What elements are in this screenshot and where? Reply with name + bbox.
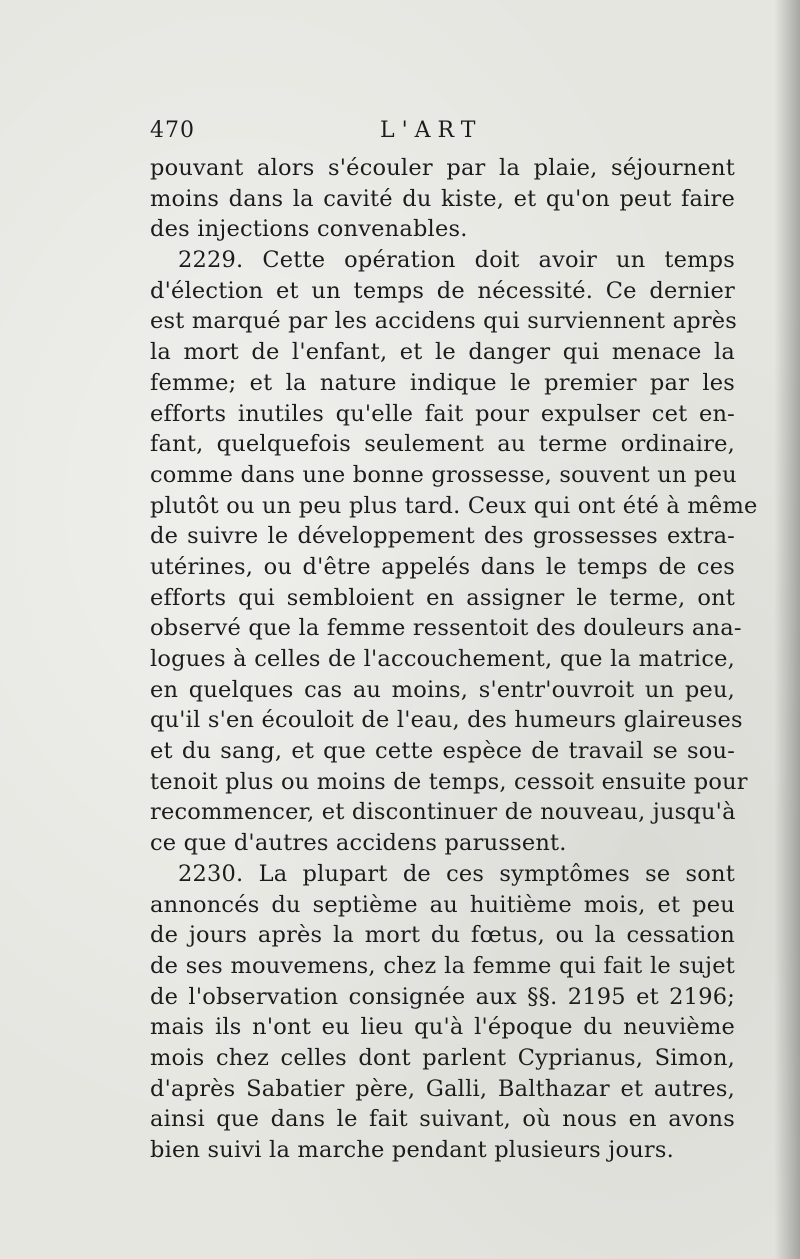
text-line: fant, quelquefois seulement au terme ordinaire, (150, 431, 735, 458)
text-line: mois chez celles dont parlent Cyprianus, Simon, (150, 1044, 735, 1071)
text-line: qu'il s'en écouloit de l'eau, des humeurs glaireuses (150, 707, 743, 734)
text-line: femme; et la nature indique le premier par les (150, 369, 735, 396)
text-line: moins dans la cavité du kiste, et qu'on peut faire (150, 185, 735, 212)
text-line: logues à celles de l'accouchement, que la matrice, (150, 646, 735, 672)
text-line: pouvant alors s'écouler par la plaie, séjournent (150, 155, 735, 181)
text-line: utérines, ou d'être appelés dans le temps de ces (150, 553, 735, 580)
running-head (150, 118, 730, 148)
text-line: plutôt ou un peu plus tard. Ceux qui ont été à même (150, 492, 758, 519)
text-line: des injections convenables. (150, 216, 468, 243)
text-line: comme dans une bonne grossesse, souvent un peu (150, 461, 737, 488)
text-line: de jours après la mort du fœtus, ou la cessation (150, 922, 735, 949)
page-number: 470 (150, 118, 195, 143)
page-gutter-shadow (774, 0, 800, 1259)
text-line: mais ils n'ont eu lieu qu'à l'époque du neuvième (150, 1014, 735, 1041)
paragraph-start-2230: 2230. La plupart de ces symptômes se sont (178, 860, 735, 887)
text-line: en quelques cas au moins, s'entr'ouvroit un peu, (150, 676, 735, 703)
body-text (150, 153, 758, 1166)
text-line: bien suivi la marche pendant plusieurs jours. (150, 1137, 674, 1163)
text-line: de l'observation consignée aux §§. 2195 et 2196; (150, 983, 735, 1010)
text-line: tenoit plus ou moins de temps, cessoit ensuite pour (150, 768, 748, 795)
text-line: ainsi que dans le fait suivant, où nous en avons (150, 1106, 735, 1133)
text-line: d'après Sabatier père, Galli, Balthazar et autres, (150, 1075, 735, 1102)
text-line: ce que d'autres accidens parussent. (150, 830, 567, 857)
text-line: la mort de l'enfant, et le danger qui menace la (150, 339, 735, 366)
text-line: d'élection et un temps de nécessité. Ce dernier (150, 277, 735, 304)
text-line: efforts qui sembloient en assigner le terme, ont (150, 584, 735, 611)
running-title: L'ART (380, 118, 483, 143)
paragraph-start-2229: 2229. Cette opération doit avoir un temps (178, 247, 735, 274)
text-line: est marqué par les accidens qui surviennent après (150, 308, 738, 335)
text-line: annoncés du septième au huitième mois, et peu (150, 891, 735, 918)
text-line: de suivre le développement des grossesses extra- (150, 523, 735, 550)
text-line: efforts inutiles qu'elle fait pour expulser cet en- (150, 400, 735, 427)
text-line: observé que la femme ressentoit des douleurs ana- (150, 615, 742, 642)
text-line: recommencer, et discontinuer de nouveau, jusqu'à (150, 799, 736, 826)
text-line: de ses mouvemens, chez la femme qui fait le sujet (150, 952, 735, 979)
text-line: et du sang, et que cette espèce de travail se sou- (150, 738, 735, 765)
